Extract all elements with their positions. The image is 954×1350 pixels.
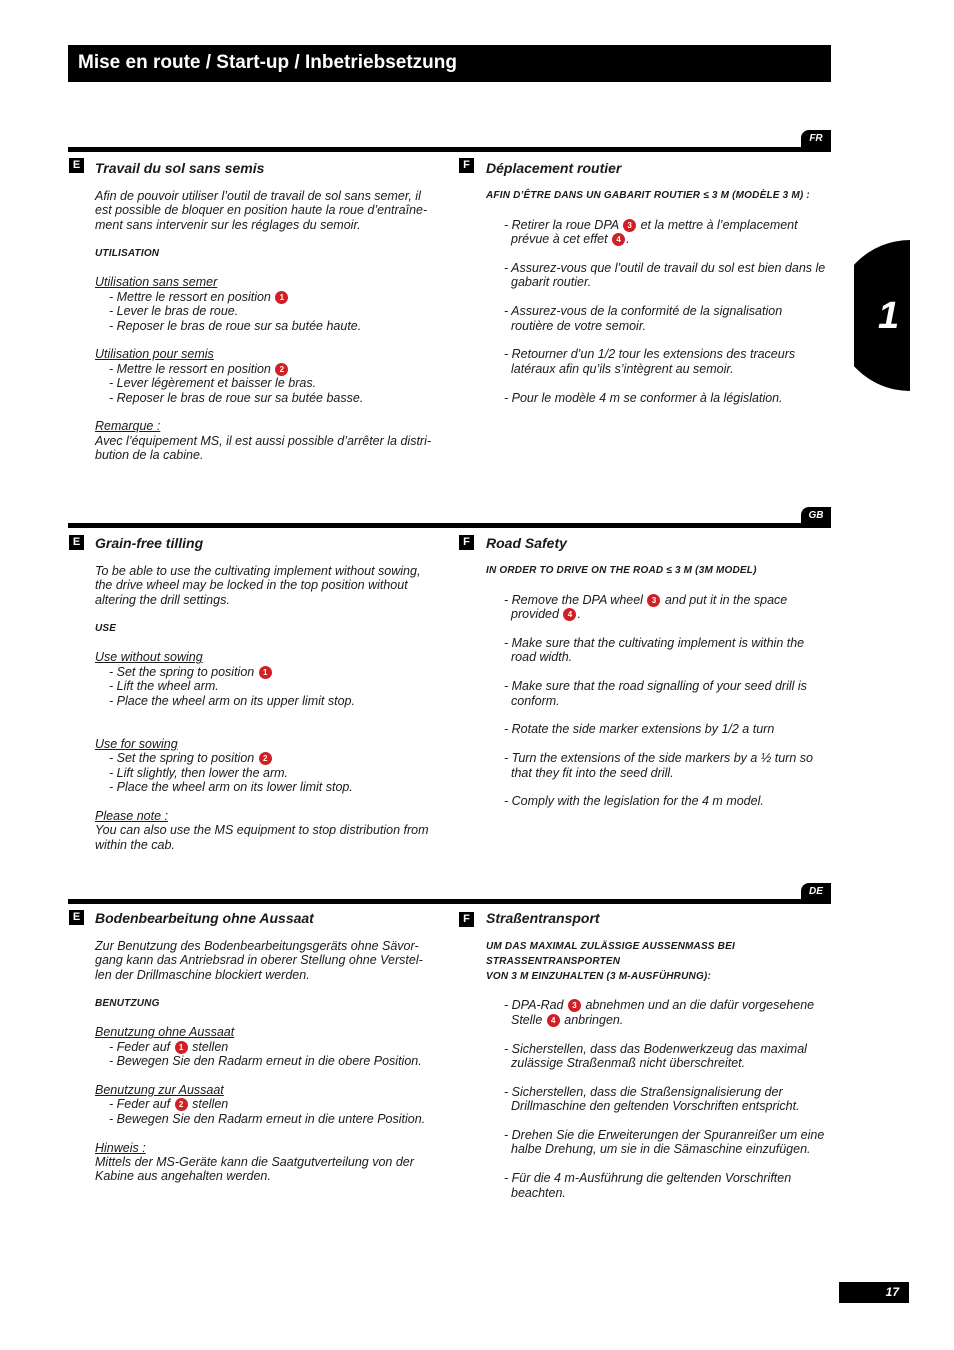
section-body-fr-f xyxy=(486,189,831,405)
text-line: - Turn the extensions of the side markers by a ½ turn so xyxy=(504,751,813,766)
text-line xyxy=(109,362,450,376)
text-line: Benutzung ohne Aussaat xyxy=(95,1025,235,1040)
text-line: - Drehen Sie die Erweiterungen der Spuranreißer um eine xyxy=(504,1128,825,1142)
text-line: - Make sure that the cultivating implement is within the xyxy=(504,636,805,650)
section-letter-f: F xyxy=(459,158,474,173)
text-line: - Reposer le bras de roue sur sa butée basse. xyxy=(109,390,364,405)
text-line: Utilisation sans semer xyxy=(95,275,218,290)
text-line: AFIN D’ÊTRE DANS UN GABARIT ROUTIER ≤ 3 M (MODÈLE 3 M) : xyxy=(486,190,810,201)
text-line: BENUTZUNG xyxy=(95,997,160,1009)
text-line: beachten. xyxy=(511,1185,566,1200)
text-line: - Retourner d’un 1/2 tour les extensions des traceurs xyxy=(504,347,796,362)
callout-badge: 4 xyxy=(563,608,576,621)
text-line xyxy=(500,607,831,621)
text-line: Use without sowing xyxy=(95,650,203,665)
callout-badge: 4 xyxy=(547,1014,560,1027)
text-line: - Lift slightly, then lower the arm. xyxy=(109,765,289,780)
text-line: the drive wheel may be locked in the top position without xyxy=(95,578,408,593)
text-line: - Lever le bras de roue. xyxy=(109,304,239,319)
section-rule-de xyxy=(68,899,831,904)
text-line: - Bewegen Sie den Radarm erneut in die obere Position. xyxy=(109,1054,422,1069)
section-body-de-e xyxy=(95,939,450,1184)
section-letter-e: E xyxy=(69,158,84,173)
section-title: Déplacement routier xyxy=(486,160,622,176)
text-line: - Mettre le ressort en position xyxy=(109,361,271,376)
text-line: - Reposer le bras de roue sur sa butée haute. xyxy=(109,318,362,333)
lang-badge-gb: GB xyxy=(801,507,831,525)
text-line: halbe Drehung, um sie in die Sämaschine einzufügen. xyxy=(511,1142,811,1157)
text-line: - DPA-Rad xyxy=(504,998,564,1013)
text-line: - Make sure that the road signalling of your seed drill is xyxy=(504,679,807,694)
text-line xyxy=(500,218,831,232)
text-line xyxy=(500,593,831,607)
text-line: - Lever légèrement et baisser le bras. xyxy=(109,376,317,391)
text-line: - Feder auf xyxy=(109,1097,171,1112)
text-line: . xyxy=(577,607,581,622)
text-line: that they fit into the seed drill. xyxy=(511,765,674,780)
text-line: - Sicherstellen, dass die Straßensignalisierung der xyxy=(504,1084,783,1099)
text-line: - Lift the wheel arm. xyxy=(109,679,219,694)
section-title: Grain-free tilling xyxy=(95,535,204,551)
text-line: bution de la cabine. xyxy=(95,448,204,463)
text-line: . xyxy=(626,232,630,247)
text-line: - Assurez-vous de la conformité de la signalisation xyxy=(504,304,783,319)
text-line: conform. xyxy=(511,693,560,708)
text-line: USE xyxy=(95,622,117,634)
text-line: - Bewegen Sie den Radarm erneut in die untere Position. xyxy=(109,1111,426,1126)
text-line: - Place the wheel arm on its upper limit stop. xyxy=(109,693,355,708)
text-line: abnehmen und an die dafür vorgesehene xyxy=(585,998,815,1013)
text-line: Please note : xyxy=(95,808,168,823)
section-title: Travail du sol sans semis xyxy=(95,160,265,176)
section-title: Bodenbearbeitung ohne Aussaat xyxy=(95,910,314,926)
section-body-de-f xyxy=(486,939,831,1200)
text-line: - Sicherstellen, dass das Bodenwerkzeug das maximal xyxy=(504,1041,807,1056)
text-line: IN ORDER TO DRIVE ON THE ROAD ≤ 3 M (3M MODEL) xyxy=(486,565,757,576)
text-line: gabarit routier. xyxy=(511,275,592,290)
text-line: Afin de pouvoir utiliser l’outil de travail de sol sans semer, il xyxy=(95,189,421,203)
lang-badge-de: DE xyxy=(801,883,831,901)
text-line: Drillmaschine den geltenden Vorschriften entspricht. xyxy=(511,1099,800,1114)
text-line: You can also use the MS equipment to stop distribution from xyxy=(95,823,429,838)
section-letter-f: F xyxy=(459,912,474,927)
text-line: - Pour le modèle 4 m se conformer à la législation. xyxy=(504,390,783,405)
text-line: Benutzung zur Aussaat xyxy=(95,1083,224,1098)
callout-badge: 4 xyxy=(612,233,625,246)
text-line: - Feder auf xyxy=(109,1039,171,1054)
text-line: len der Drillmaschine blockiert werden. xyxy=(95,967,310,982)
text-line: stellen xyxy=(192,1097,229,1112)
text-line: est possible de bloquer en position haute la roue d’entraîne- xyxy=(95,203,428,218)
text-line: Utilisation pour semis xyxy=(95,347,214,362)
section-body-fr-e xyxy=(95,189,450,463)
section-letter-e: E xyxy=(69,910,84,925)
text-line: latéraux afin qu’ils s’intègrent au semoir. xyxy=(511,361,734,376)
callout-badge: 3 xyxy=(568,999,581,1012)
section-letter-f: F xyxy=(459,535,474,550)
text-line: Stelle xyxy=(511,1012,543,1027)
text-line: Kabine aus angehalten werden. xyxy=(95,1169,271,1184)
callout-badge: 3 xyxy=(647,594,660,607)
page-title: Mise en route / Start-up / Inbetriebsetzung xyxy=(78,52,457,73)
text-line: routière de votre semoir. xyxy=(511,318,647,333)
text-line: within the cab. xyxy=(95,837,175,852)
text-line: VON 3 M EINZUHALTEN (3 M-AUSFÜHRUNG): xyxy=(486,971,711,982)
text-line xyxy=(109,665,450,679)
chapter-number: 1 xyxy=(878,295,900,337)
section-body-gb-e xyxy=(95,564,450,852)
text-line: Avec l’équipement MS, il est aussi possible d’arrêter la distri- xyxy=(95,433,432,448)
text-line: Use for sowing xyxy=(95,736,178,751)
text-line: ment sans intervenir sur les réglages du semoir. xyxy=(95,217,361,232)
section-letter-e: E xyxy=(69,535,84,550)
text-line: - Place the wheel arm on its lower limit stop. xyxy=(109,780,353,795)
text-line: Hinweis : xyxy=(95,1140,146,1155)
text-line xyxy=(500,232,831,246)
text-line: UM DAS MAXIMAL ZULÄSSIGE AUSSENMASS BEI STRASSENTRANSPORTEN xyxy=(486,941,735,967)
page-header xyxy=(68,45,831,82)
text-line: Remarque : xyxy=(95,419,161,434)
text-line: - Rotate the side marker extensions by 1/2 a turn xyxy=(504,722,775,737)
text-line: Zur Benutzung des Bodenbearbeitungsgeräts ohne Sävor- xyxy=(95,939,419,953)
text-line xyxy=(500,998,831,1012)
text-line xyxy=(500,1013,831,1027)
section-title: Straßentransport xyxy=(486,910,600,926)
text-line: - Comply with the legislation for the 4 m model. xyxy=(504,794,764,809)
text-line: - Für die 4 m-Ausführung die geltenden Vorschriften xyxy=(504,1171,792,1186)
text-line: - Set the spring to position xyxy=(109,664,255,679)
callout-badge: 1 xyxy=(175,1041,188,1054)
text-line: prévue à cet effet xyxy=(511,232,608,247)
text-line: anbringen. xyxy=(564,1012,624,1027)
text-line: - Retirer la roue DPA xyxy=(504,217,619,232)
callout-badge: 2 xyxy=(259,752,272,765)
text-line: et la mettre à l’emplacement xyxy=(640,217,798,232)
subheading: UTILISATION xyxy=(95,247,160,259)
section-title: Road Safety xyxy=(486,535,567,551)
callout-badge: 1 xyxy=(275,291,288,304)
callout-badge: 2 xyxy=(175,1098,188,1111)
callout-badge: 2 xyxy=(275,363,288,376)
callout-badge: 1 xyxy=(259,666,272,679)
text-line xyxy=(109,751,450,765)
section-body-gb-f xyxy=(486,564,831,809)
text-line: - Set the spring to position xyxy=(109,751,255,766)
text-line: - Mettre le ressort en position xyxy=(109,289,271,304)
section-rule-gb xyxy=(68,523,831,528)
callout-badge: 3 xyxy=(623,219,636,232)
text-line: - Remove the DPA wheel xyxy=(504,592,643,607)
text-line: stellen xyxy=(192,1039,229,1054)
text-line: and put it in the space xyxy=(664,592,788,607)
text-line: altering the drill settings. xyxy=(95,592,230,607)
text-line xyxy=(109,290,450,304)
section-rule-fr xyxy=(68,147,831,152)
text-line: Mittels der MS-Geräte kann die Saatgutverteilung von der xyxy=(95,1155,414,1170)
lang-badge-fr: FR xyxy=(801,130,831,148)
text-line: zulässige Straßenmaß nicht überschreitet. xyxy=(511,1056,746,1070)
text-line: road width. xyxy=(511,650,573,665)
text-line xyxy=(109,1097,450,1111)
page-number: 17 xyxy=(839,1282,909,1303)
text-line xyxy=(109,1040,450,1054)
text-line: To be able to use the cultivating implement without sowing, xyxy=(95,564,421,578)
text-line: - Assurez-vous que l’outil de travail du sol est bien dans le xyxy=(504,261,826,275)
text-line: gang kann das Antriebsrad in oberer Stellung ohne Verstel- xyxy=(95,953,423,968)
text-line: provided xyxy=(511,607,559,622)
